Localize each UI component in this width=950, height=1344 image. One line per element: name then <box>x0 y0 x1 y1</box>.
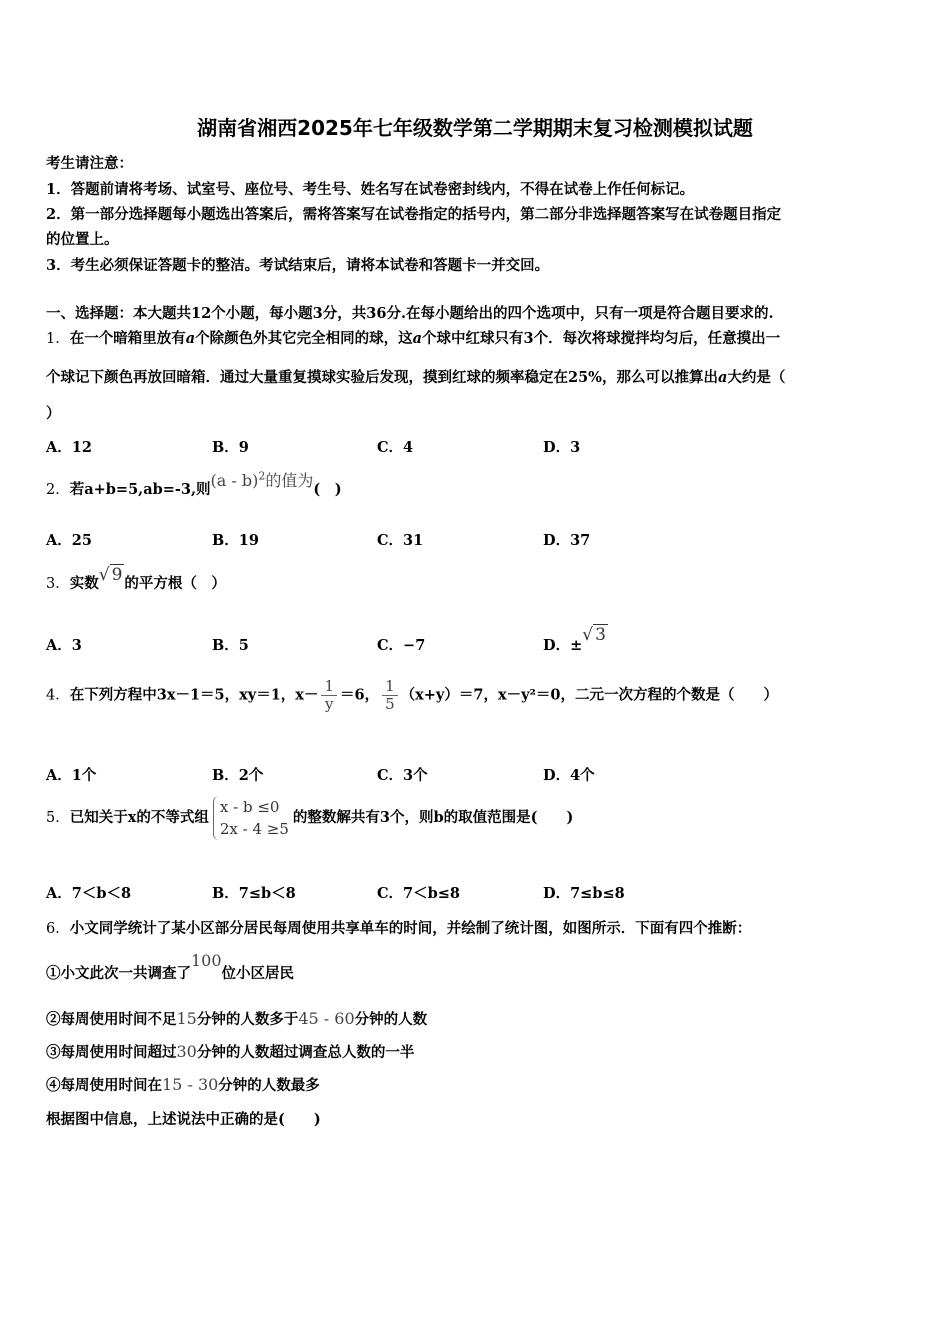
q6-s4-range: 15 - 30 <box>162 1075 219 1094</box>
q2-exponent: 2 <box>258 469 266 483</box>
q6-s1-text: 位小区居民 <box>221 965 295 982</box>
notice-item-3: 3．考生必须保证答题卡的整洁。考试结束后，请将本试卷和答题卡一并交回。 <box>46 257 550 274</box>
q4-frac2-den: 5 <box>385 695 395 713</box>
q1-var: a <box>185 330 196 347</box>
question-number: 3． <box>46 576 70 592</box>
q6-question: 根据图中信息，上述说法中正确的是( ) <box>46 1111 321 1128</box>
q1-text: 在一个暗箱里放有 <box>69 330 186 347</box>
q6-s2-number: 15 <box>176 1009 197 1028</box>
q1-option-a[interactable]: A．12 <box>46 439 92 456</box>
q6-s4-text: 分钟的人数最多 <box>218 1077 320 1094</box>
q5-option-b[interactable]: B．7≤b＜8 <box>212 885 296 902</box>
q4-frac1-den: y <box>324 695 334 713</box>
q6-s2-text: 分钟的人数多于 <box>196 1011 299 1028</box>
q6-statement-4 <box>46 1074 320 1095</box>
notice-item-2: 2．第一部分选择题每小题选出答案后，需将答案写在试卷指定的括号内，第二部分非选择题答案写在试卷题目指定 <box>46 206 782 223</box>
q6-s3-number: 30 <box>176 1042 197 1061</box>
q1-option-d[interactable]: D．3 <box>543 439 581 456</box>
q5-inequality-system <box>213 796 289 840</box>
question-1-line-2 <box>46 366 785 387</box>
q2-text: ( ) <box>313 481 342 498</box>
question-number: 4． <box>46 687 70 704</box>
q1-text: 个除颜色外其它完全相同的球，这 <box>195 330 413 347</box>
q6-s3-text: ③每周使用时间超过 <box>46 1044 177 1061</box>
q6-statement-1 <box>46 951 295 983</box>
q5-ineq-2: 2x - 4 ≥5 <box>219 820 289 838</box>
q5-option-c[interactable]: C．7＜b≤8 <box>377 885 461 902</box>
q3-d-sqrt: √ 3 <box>582 625 606 645</box>
question-number: 5． <box>46 810 70 826</box>
q2-expr-tail: 的值为 <box>265 471 314 490</box>
q2-option-c[interactable]: C．31 <box>377 532 424 549</box>
q1-option-c[interactable]: C．4 <box>377 439 414 456</box>
question-number: 2． <box>46 482 70 498</box>
q4-fraction-1 <box>321 678 337 713</box>
q6-s1-number: 100 <box>191 951 222 970</box>
q1-text: 个球记下颜色再放回暗箱．通过大量重复摸球实验后发现，摸到红球的频率稳定在25%，那么可以推算出 <box>46 369 718 386</box>
q2-option-b[interactable]: B．19 <box>212 532 259 549</box>
q1-text: 个球中红球只有3个．每次将球搅拌均匀后，任意摸出一 <box>422 330 781 347</box>
q1-var: a <box>412 330 423 347</box>
q6-s2-range: 45 - 60 <box>298 1009 355 1028</box>
q3-sqrt: √ 9 <box>98 565 123 585</box>
question-3 <box>46 565 226 593</box>
q2-text: 若a+b=5,ab=-3,则 <box>69 481 211 498</box>
q4-text: 在下列方程中3x－1＝5，xy＝1，x－ <box>69 686 319 704</box>
q5-option-a[interactable]: A．7＜b＜8 <box>46 885 132 902</box>
q4-option-a[interactable]: A．1个 <box>46 767 97 784</box>
q4-frac1-num: 1 <box>321 678 337 696</box>
q4-option-b[interactable]: B．2个 <box>212 767 264 784</box>
q3-option-b[interactable]: B．5 <box>212 637 249 654</box>
q3-option-c[interactable]: C．−7 <box>377 637 426 654</box>
q3-option-a[interactable]: A．3 <box>46 637 82 654</box>
q6-s2-text: ②每周使用时间不足 <box>46 1011 177 1028</box>
q6-s4-text: ④每周使用时间在 <box>46 1077 162 1094</box>
q1-var: a <box>717 369 728 386</box>
notice-heading: 考生请注意： <box>46 155 133 172</box>
q5-text: 已知关于x的不等式组 <box>69 809 209 826</box>
q6-statement-2 <box>46 1008 427 1029</box>
q2-option-a[interactable]: A．25 <box>46 532 92 549</box>
q6-s2-text: 分钟的人数 <box>354 1011 428 1028</box>
question-6 <box>46 917 751 938</box>
notice-item-1: 1．答题前请将考场、试室号、座位号、考生号、姓名写在试卷密封线内，不得在试卷上作任何标记。 <box>46 181 695 198</box>
question-1-line-3: ） <box>46 405 61 422</box>
q3-text: 实数 <box>69 575 99 592</box>
q3-d-radicand: 3 <box>595 625 606 645</box>
q5-option-d[interactable]: D．7≤b≤8 <box>543 885 625 902</box>
question-4 <box>46 678 778 713</box>
q6-text: 小文同学统计了某小区部分居民每周使用共享单车的时间，并绘制了统计图，如图所示．下面有四个推断： <box>69 920 752 937</box>
q6-s3-text: 分钟的人数超过调查总人数的一半 <box>196 1044 415 1061</box>
q4-text: ＝6， <box>340 686 380 704</box>
q4-text: （x+y）＝7，x－y²＝0，二元一次方程的个数是（ ） <box>400 686 778 704</box>
question-5 <box>46 796 573 840</box>
q4-option-c[interactable]: C．3个 <box>377 767 428 784</box>
question-1-line-1 <box>46 327 780 348</box>
q2-option-d[interactable]: D．37 <box>543 532 591 549</box>
q6-statement-3 <box>46 1041 414 1062</box>
q2-expr: (a - b) <box>210 471 259 490</box>
q3-text: 的平方根（ ） <box>124 575 226 592</box>
question-number: 1． <box>46 331 70 347</box>
q5-text: 的整数解共有3个，则b的取值范围是( ) <box>292 809 574 826</box>
q4-option-d[interactable]: D．4个 <box>543 767 595 784</box>
notice-item-2-cont: 的位置上。 <box>46 231 119 248</box>
q2-expression <box>211 471 314 490</box>
section-heading: 一、选择题：本大题共12个小题，每小题3分，共36分.在每小题给出的四个选项中，只有一项是符合题目要求的. <box>46 305 774 322</box>
q3-option-d[interactable] <box>543 624 608 654</box>
q1-option-b[interactable]: B．9 <box>212 439 249 456</box>
q1-text: 大约是（ <box>727 369 786 386</box>
q6-s1-text: ①小文此次一共调查了 <box>46 965 191 982</box>
q3-radicand: 9 <box>111 565 123 585</box>
q3-option-d-label: D．± <box>543 637 583 654</box>
q4-frac2-num: 1 <box>382 678 398 696</box>
question-2 <box>46 469 342 499</box>
q5-ineq-1: x - b ≤0 <box>219 798 280 816</box>
q4-fraction-2 <box>382 678 398 713</box>
page-title: 湖南省湘西2025年七年级数学第二学期期末复习检测模拟试题 <box>197 116 753 140</box>
question-number: 6． <box>46 921 70 937</box>
